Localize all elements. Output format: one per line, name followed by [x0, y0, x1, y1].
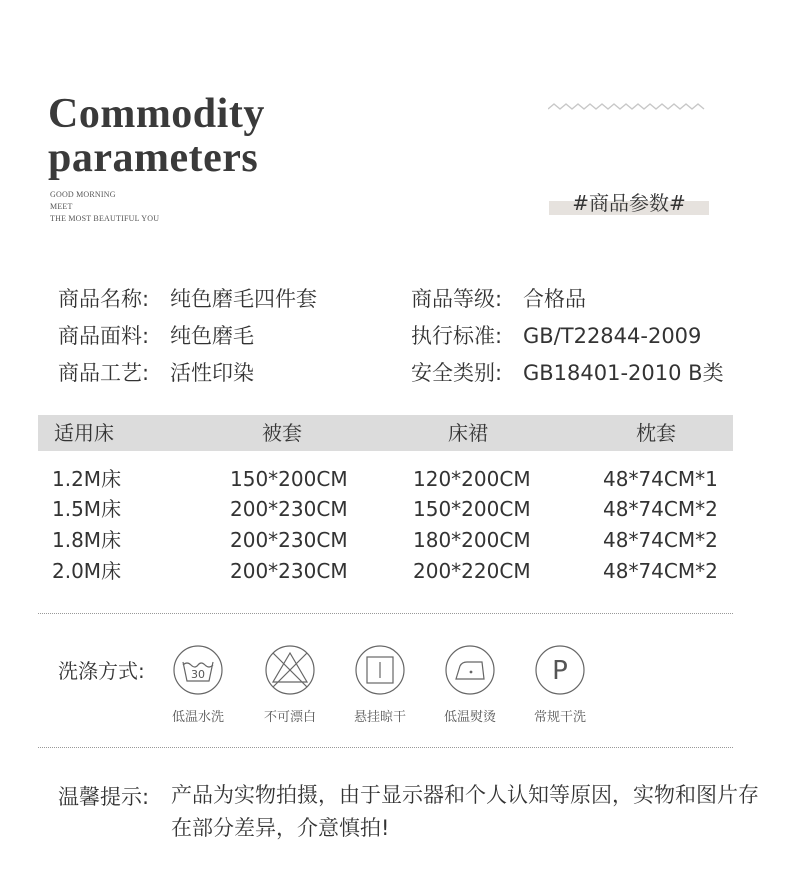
table-cell: 1.5M床: [52, 497, 122, 521]
table-header-cell: 被套: [262, 421, 302, 445]
zigzag-decoration: [548, 100, 706, 114]
divider: [38, 613, 733, 614]
table-cell: 150*200CM: [230, 467, 348, 491]
wash-item: [242, 644, 338, 725]
wash-temperature: 30: [191, 668, 205, 681]
wash-item: [422, 644, 518, 725]
subtitle-line: GOOD MORNING: [50, 190, 116, 199]
param-value: 合格品: [523, 287, 586, 311]
table-header-cell: 枕套: [636, 421, 676, 445]
note-label: 温馨提示:: [58, 785, 150, 809]
table-cell: 200*230CM: [230, 559, 348, 583]
param-safety: [411, 360, 724, 386]
param-fabric: [58, 323, 254, 349]
table-cell: 200*230CM: [230, 497, 348, 521]
wash-caption: 不可漂白: [263, 710, 316, 725]
param-value: 活性印染: [170, 361, 254, 385]
param-label: 执行标准:: [411, 324, 503, 348]
wash-item: [332, 644, 428, 725]
table-cell: 48*74CM*1: [603, 467, 718, 491]
note-text: 产品为实物拍摄，由于显示器和个人认知等原因，实物和图片存在部分差异，介意慎拍!: [171, 783, 759, 840]
table-cell: 150*200CM: [413, 497, 531, 521]
hang-dry-icon: [354, 644, 406, 696]
table-cell: 120*200CM: [413, 467, 531, 491]
wash-item: [512, 644, 608, 725]
param-label: 商品工艺:: [58, 361, 150, 385]
table-cell: 200*230CM: [230, 528, 348, 552]
table-cell: 180*200CM: [413, 528, 531, 552]
title-line-2: parameters: [48, 135, 259, 181]
wash-caption: 悬挂晾干: [353, 710, 406, 725]
low-iron-icon: [444, 644, 496, 696]
subtitle-line: MEET: [50, 202, 73, 211]
param-label: 商品名称:: [58, 287, 150, 311]
section-tag: #商品参数#: [572, 191, 686, 215]
param-craft: [58, 360, 254, 386]
dry-clean-p-icon: [534, 644, 586, 696]
table-header-cell: 床裙: [448, 421, 488, 445]
table-header-row: [38, 415, 733, 451]
no-bleach-icon: [264, 644, 316, 696]
param-grade: [411, 286, 586, 312]
param-label: 商品面料:: [58, 324, 150, 348]
wash-30-icon: [172, 644, 224, 696]
param-label: 商品等级:: [411, 287, 503, 311]
title-line-1: Commodity: [48, 91, 265, 137]
table-cell: 1.8M床: [52, 528, 122, 552]
wash-caption: 低温水洗: [171, 710, 224, 725]
wash-label: 洗涤方式:: [58, 659, 145, 683]
param-name: [58, 286, 317, 312]
table-cell: 48*74CM*2: [603, 559, 718, 583]
wash-item: [150, 644, 246, 725]
dry-clean-letter: P: [552, 656, 568, 686]
page-title: [48, 92, 265, 180]
divider: [38, 747, 733, 748]
table-header-cell: 适用床: [54, 421, 114, 445]
table-cell: 48*74CM*2: [603, 528, 718, 552]
subtitle: [50, 189, 159, 225]
param-value: 纯色磨毛: [170, 324, 254, 348]
param-label: 安全类别:: [411, 361, 503, 385]
table-cell: 1.2M床: [52, 467, 122, 491]
wash-caption: 常规干洗: [533, 710, 586, 725]
table-cell: 200*220CM: [413, 559, 531, 583]
param-value: GB/T22844-2009: [523, 324, 702, 348]
wash-caption: 低温熨烫: [443, 710, 496, 725]
table-cell: 2.0M床: [52, 559, 122, 583]
table-cell: 48*74CM*2: [603, 497, 718, 521]
param-value: 纯色磨毛四件套: [170, 287, 317, 311]
subtitle-line: THE MOST BEAUTIFUL YOU: [50, 214, 160, 223]
param-standard: [411, 323, 701, 349]
param-value: GB18401-2010 B类: [523, 361, 724, 385]
